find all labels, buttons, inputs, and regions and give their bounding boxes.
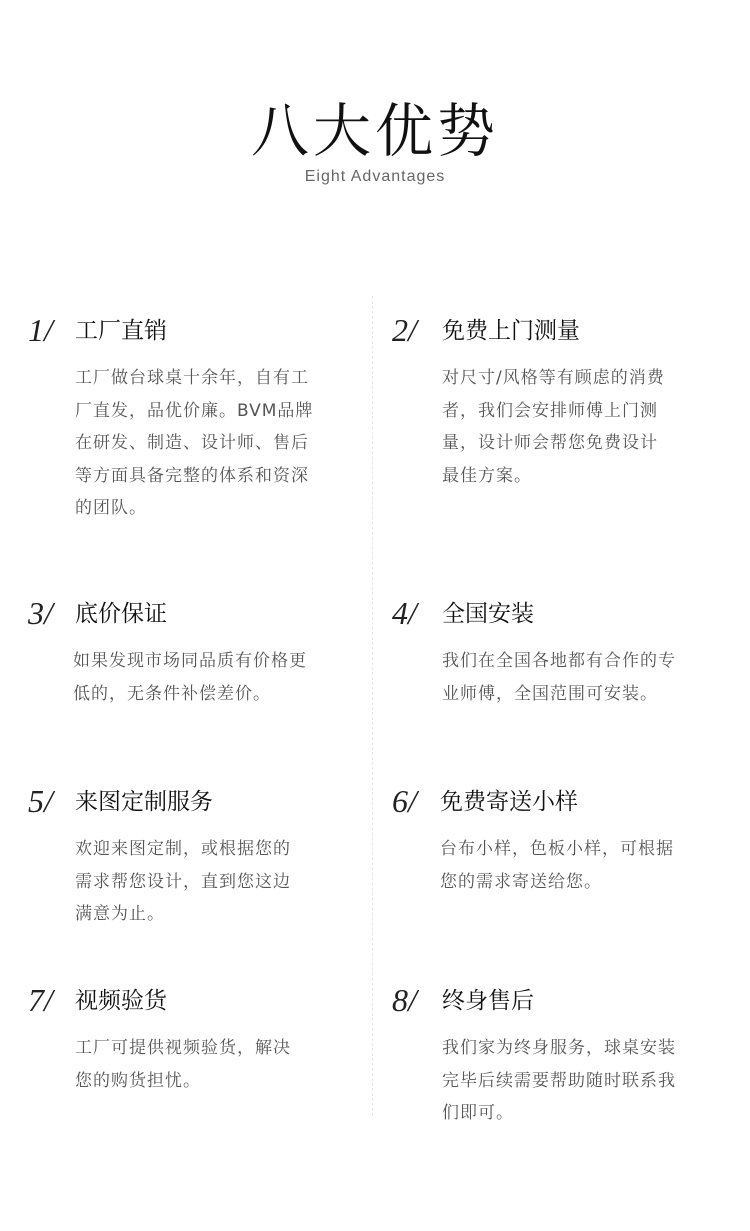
- description-line: 我们家为终身服务，球桌安装: [442, 1038, 676, 1058]
- advantage-title: 全国安装: [442, 601, 534, 627]
- advantage-title: 底价保证: [75, 601, 167, 627]
- advantage-number: 4/: [392, 595, 417, 631]
- description-line: 最佳方案。: [442, 465, 532, 486]
- advantage-title: 免费上门测量: [442, 318, 580, 344]
- description-line: 您的购货担忧。: [75, 1070, 201, 1091]
- description-line: 对尺寸/风格等有顾虑的消费: [442, 368, 665, 388]
- advantage-description: [440, 833, 702, 898]
- description-line: 工厂可提供视频验货，解决: [75, 1038, 291, 1058]
- advantage-description: [442, 362, 704, 492]
- description-line: 在研发、制造、设计师、售后: [75, 433, 309, 453]
- column-divider: [372, 296, 373, 1116]
- advantage-title: 免费寄送小样: [440, 789, 578, 815]
- description-line: 的团队。: [75, 498, 147, 518]
- description-line: 台布小样，色板小样，可根据: [440, 839, 674, 859]
- description-line: 们即可。: [442, 1103, 514, 1123]
- advantage-number: 6/: [392, 783, 417, 819]
- description-line: 您的需求寄送给您。: [440, 871, 602, 892]
- page-subtitle: Eight Advantages: [304, 168, 446, 185]
- description-line: 我们在全国各地都有合作的专: [442, 651, 676, 671]
- advantage-description: [73, 645, 335, 710]
- advantage-title: 视频验货: [75, 988, 167, 1014]
- description-line: 量，设计师会帮您免费设计: [442, 433, 658, 453]
- description-line: 低的，无条件补偿差价。: [73, 683, 271, 704]
- description-line: 如果发现市场同品质有价格更: [73, 651, 307, 671]
- advantage-description: [442, 1032, 704, 1130]
- advantage-title: 工厂直销: [75, 318, 167, 344]
- description-line: 业师傅，全国范围可安装。: [442, 683, 658, 704]
- description-line: 工厂做台球桌十余年，自有工: [75, 368, 309, 388]
- advantage-description: [75, 833, 337, 931]
- advantage-number: 3/: [28, 595, 53, 631]
- advantage-number: 2/: [392, 312, 417, 348]
- advantage-number: 5/: [28, 783, 53, 819]
- advantage-title: 来图定制服务: [75, 789, 213, 815]
- page-title: 八大优势: [250, 97, 499, 165]
- description-line: 满意为止。: [75, 904, 165, 924]
- advantage-number: 7/: [28, 982, 53, 1018]
- advantage-title: 终身售后: [442, 988, 534, 1014]
- description-line: 需求帮您设计，直到您这边: [75, 871, 291, 892]
- description-line: 欢迎来图定制，或根据您的: [75, 839, 291, 859]
- advantage-number: 8/: [392, 982, 417, 1018]
- description-line: 完毕后续需要帮助随时联系我: [442, 1070, 676, 1091]
- advantage-description: [75, 1032, 337, 1097]
- advantage-number: 1/: [28, 312, 53, 348]
- description-line: 者，我们会安排师傅上门测: [442, 400, 658, 421]
- description-line: 厂直发，品优价廉。BVM品牌: [75, 400, 314, 421]
- advantage-description: [75, 362, 337, 525]
- advantage-description: [442, 645, 704, 710]
- description-line: 等方面具备完整的体系和资深: [75, 465, 309, 486]
